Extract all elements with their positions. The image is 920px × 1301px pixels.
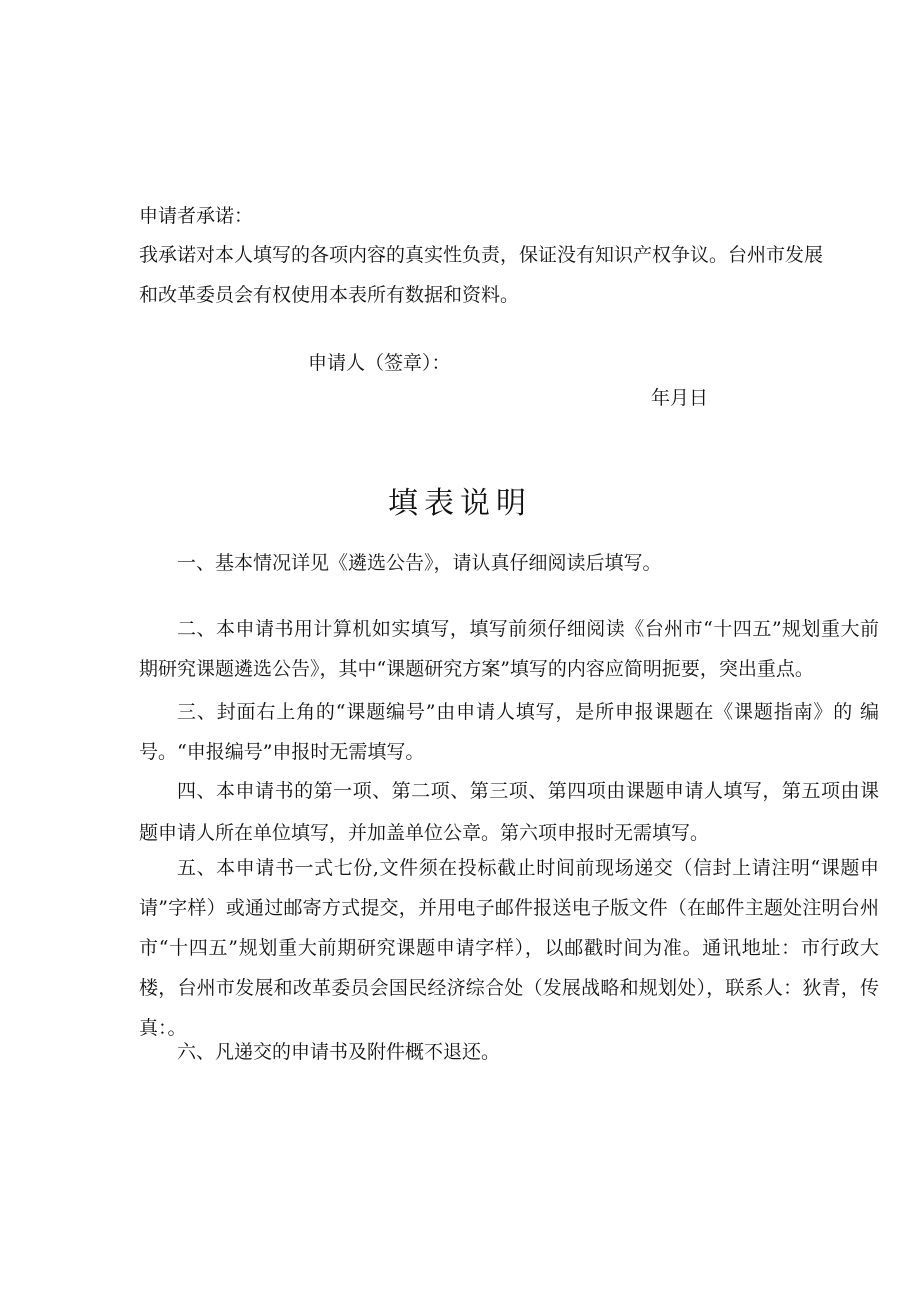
instruction-item-6: 六、凡递交的申请书及附件概不退还。 bbox=[177, 1041, 501, 1063]
pledge-heading: 申请者承诺： bbox=[139, 205, 254, 227]
pledge-text-line-1: 我承诺对本人填写的各项内容的真实性负责，保证没有知识产权争议。台州市发展 bbox=[139, 244, 824, 266]
instruction-item-3: 三、封面右上角的“课题编号”由申请人填写，是所申报课题在《课题指南》的 编号。“申报编号”申报时无需填写。 bbox=[139, 701, 879, 763]
instruction-item-1: 一、基本情况详见《遴选公告》，请认真仔细阅读后填写。 bbox=[177, 552, 662, 574]
date-label: 年月日 bbox=[651, 387, 709, 409]
signature-label: 申请人（签章）： bbox=[308, 352, 451, 374]
instruction-item-2: 二、本申请书用计算机如实填写，填写前须仔细阅读《台州市“十四五”规划重大前期研究课题遴选公告》，其中“课题研究方案”填写的内容应简明扼要，突出重点。 bbox=[139, 618, 879, 680]
instructions-title: 填表说明 bbox=[388, 486, 532, 521]
pledge-text-line-2: 和改革委员会有权使用本表所有数据和资料。 bbox=[139, 284, 520, 306]
instruction-item-4: 四、本申请书的第一项、第二项、第三项、第四项由课题申请人填写，第五项由课题申请人所在单位填写，并加盖单位公章。第六项申报时无需填写。 bbox=[139, 780, 879, 844]
instruction-item-5: 五、本申请书一式七份,文件须在投标截止时间前现场递交（信封上请注明“课题申请”字样）或通过邮寄方式提交，并用电子邮件报送电子版文件（在邮件主题处注明台州市“十四五”规划重大前期研究课题申请字样），以邮戳时间为准。通讯地址：市行政大楼，台州市发展和改革委员会国民经济综合处（发展战略和规划处），联系人：狄青，传真：。 bbox=[139, 857, 879, 1039]
